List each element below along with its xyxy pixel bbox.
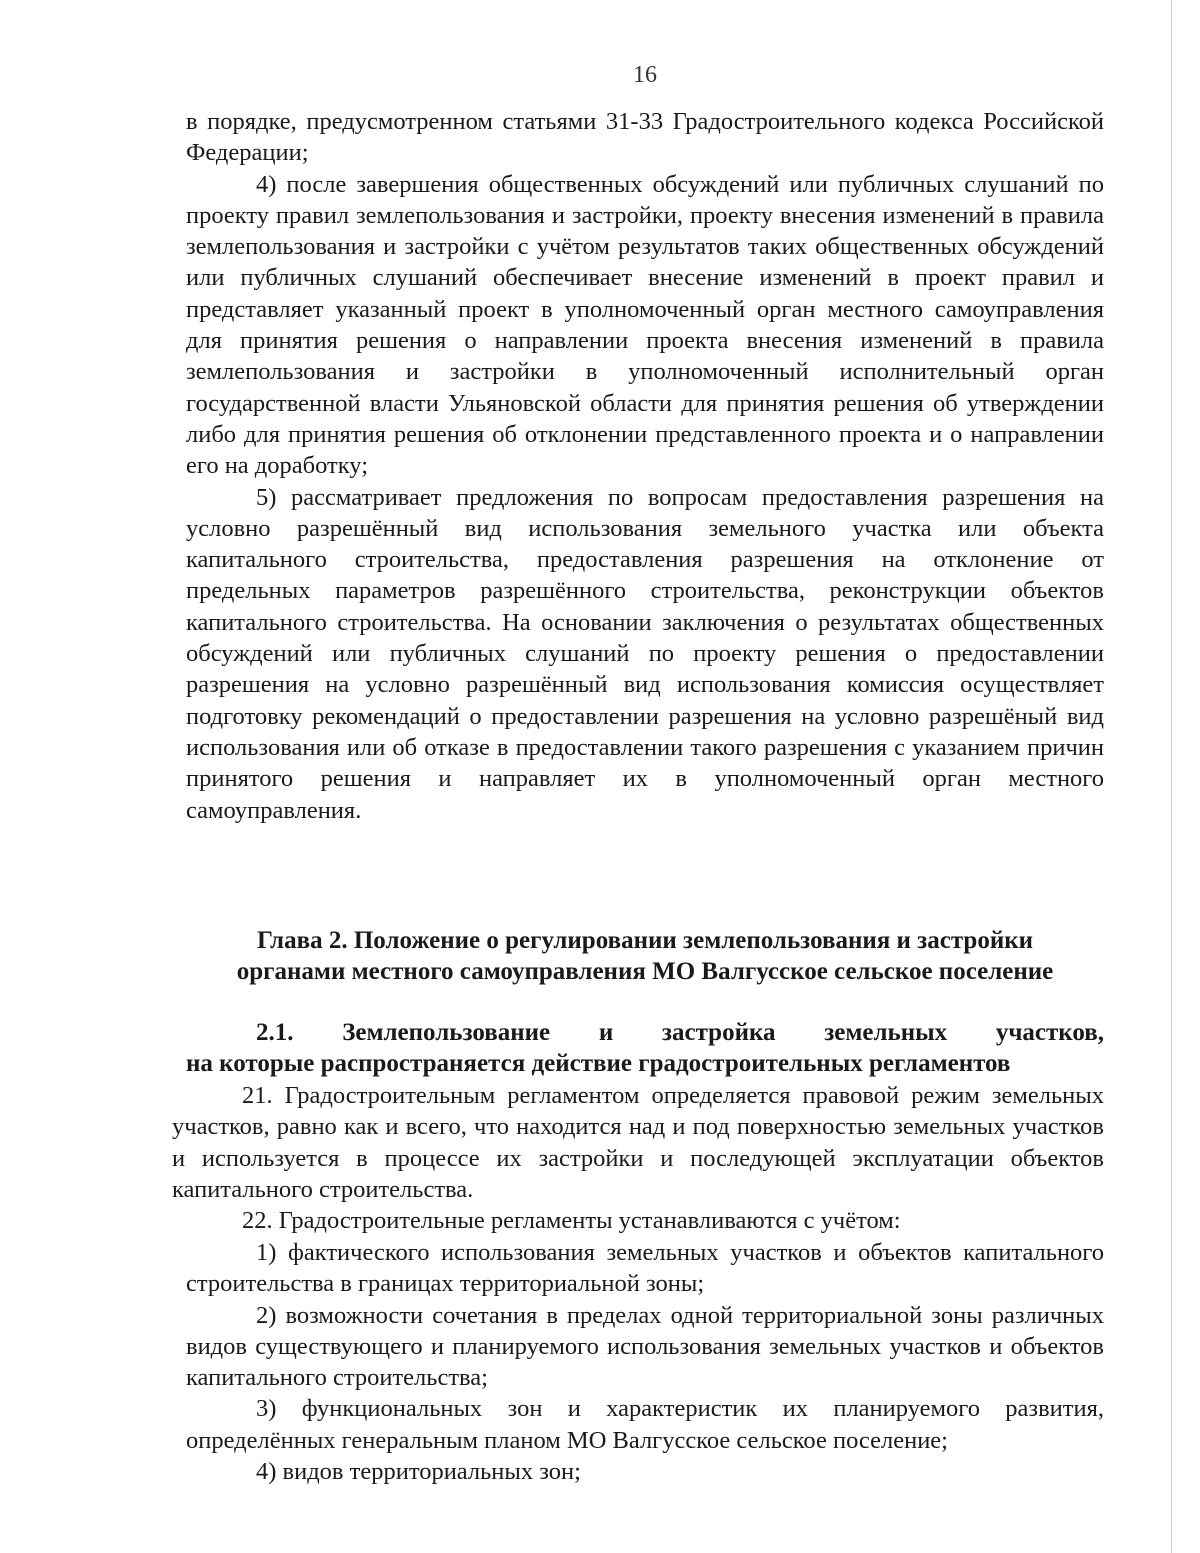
intro-text-block <box>186 106 1104 826</box>
section-text-block <box>172 1080 1104 1236</box>
list-item: 3) функциональных зон и характеристик их планируемого развития, определённых генеральным планом МО Валгусское сельское поселение; <box>186 1395 1104 1454</box>
criteria-list <box>186 1237 1104 1487</box>
list-item: 1) фактического использования земельных участков и объектов капитального строительства в границах территориальной зоны; <box>186 1239 1104 1298</box>
paragraph-item-4: 4) после завершения общественных обсуждений или публичных слушаний по проекту правил землепользования и застройки, проекту внесения изменений в правила землепользования и застройки с учётом результатов таких общественных обсуждений или публичных слушаний обеспечивает внесение изменений в проект правил и представляет указанный проект в уполномоченный орган местного самоуправления для принятия решения о направлении проекта внесения изменений в правила землепользования и застройки в уполномоченный исполнительный орган государственной власти Ульяновской области для принятия решения об утверждении либо для принятия решения об отклонении представленного проекта и о направлении его на доработку; <box>186 170 1104 480</box>
chapter-heading-line-2: органами местного самоуправления МО Валгусское сельское поселение <box>236 958 1054 985</box>
section-heading-line-1: 2.1. Землепользование и застройка земельных участков, <box>256 1019 1104 1046</box>
section-heading-line-2: на которые распространяется действие градостроительных регламентов <box>186 1050 1011 1077</box>
list-item: 4) видов территориальных зон; <box>256 1458 581 1486</box>
paragraph: в порядке, предусмотренном статьями 31-33 Градостроительного кодекса Российской Федерации; <box>186 108 1104 167</box>
paragraph-21: 21. Градостроительным регламентом определяется правовой режим земельных участков, равно как и всего, что находится над и под поверхностью земельных участков и используется в процессе их застройки и последующей эксплуатации объектов капитального строительства. <box>172 1082 1104 1203</box>
paragraph-item-5: 5) рассматривает предложения по вопросам предоставления разрешения на условно разрешённый вид использования земельного участка или объекта капитального строительства, предоставления разрешения на отклонение от предельных параметров разрешённого строительства, реконструкции объектов капитального строительства. На основании заключения о результатах общественных обсуждений или публичных слушаний по проекту решения о предоставлении разрешения на условно разрешённый вид использования комиссия осуществляет подготовку рекомендаций о предоставлении разрешения на условно разрешёный вид использования или об отказе в предоставлении такого разрешения с указанием причин принятого решения и направляет их в уполномоченный орган местного самоуправления. <box>186 483 1104 824</box>
scan-edge-line <box>1171 0 1172 1553</box>
page-number: 16 <box>633 62 657 88</box>
section-heading <box>186 1017 1104 1079</box>
chapter-heading-line-1: Глава 2. Положение о регулировании землепользования и застройки <box>256 927 1034 954</box>
list-item: 2) возможности сочетания в пределах одной территориальной зоны различных видов существующего и планируемого использования земельных участков и объектов капитального строительства; <box>186 1301 1104 1392</box>
chapter-heading <box>186 925 1104 987</box>
paragraph-22: 22. Градостроительные регламенты устанавливаются с учётом: <box>242 1207 901 1235</box>
